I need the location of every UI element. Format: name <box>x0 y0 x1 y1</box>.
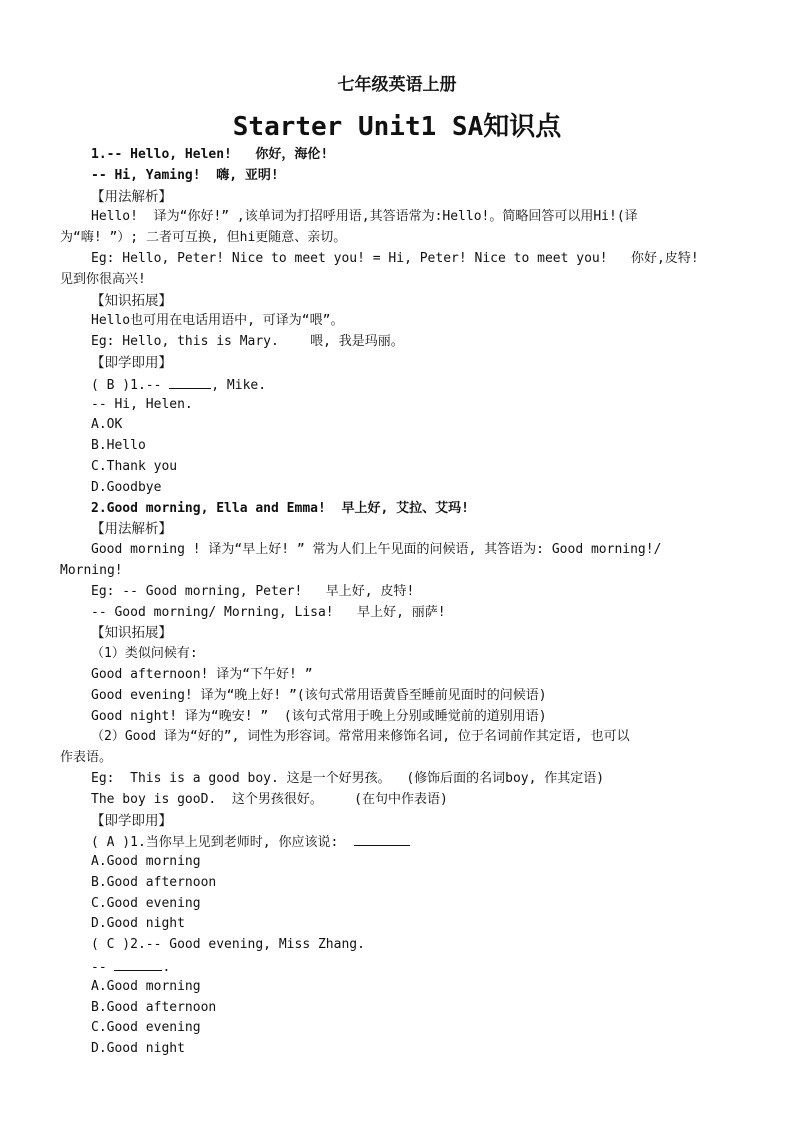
example-line: 见到你很高兴! <box>60 271 146 287</box>
paragraph-line: Good night! 译为“晚安! ” (该句式常用于晚上分别或睡觉前的道别用语) <box>91 708 547 724</box>
section-1-reply: -- Hi, Yaming! 嗨, 亚明! <box>91 167 279 183</box>
question-line <box>60 831 740 852</box>
example-line: Eg: Hello, this is Mary. 喂, 我是玛丽。 <box>91 334 404 350</box>
extension-label: 【知识拓展】 <box>91 625 172 642</box>
question-suffix: , Mike. <box>211 377 267 393</box>
option-item: B.Good afternoon <box>91 874 217 890</box>
option-item: C.Good evening <box>91 895 201 911</box>
example-line: -- Good morning/ Morning, Lisa! 早上好, 丽萨! <box>91 604 446 620</box>
option-item: D.Good night <box>91 1041 185 1057</box>
option-item: D.Good night <box>91 916 185 932</box>
example-line: Eg: -- Good morning, Peter! 早上好, 皮特! <box>91 583 415 599</box>
paragraph-line: 为“嗨! ”）; 二者可互换, 但hi更随意、亲切。 <box>60 230 347 246</box>
paragraph-line: Good afternoon! 译为“下午好! ” <box>91 666 313 682</box>
answer-blank <box>169 374 211 389</box>
paragraph-line: 作表语。 <box>60 750 113 766</box>
option-item: A.OK <box>91 417 123 433</box>
practice-label: 【即学即用】 <box>91 354 172 371</box>
paragraph-line: Hello! 译为“你好!” ,该单词为打招呼用语,其答语常为:Hello!。简略回答可以用Hi!(译 <box>91 209 638 225</box>
question-line: ( C )2.-- Good evening, Miss Zhang. <box>91 937 365 953</box>
question-text: ( A )1.当你早上见到老师时, 你应该说: <box>91 835 354 851</box>
extension-label: 【知识拓展】 <box>91 292 172 309</box>
option-item: C.Good evening <box>91 1020 201 1036</box>
option-item: C.Thank you <box>91 458 178 474</box>
document-title: Starter Unit1 SA知识点 <box>232 112 562 142</box>
paragraph-line: （1）类似问候有: <box>91 646 198 662</box>
document-body <box>60 145 740 1060</box>
answer-blank <box>114 956 162 971</box>
document-subtitle: 七年级英语上册 <box>337 75 457 95</box>
answer-blank <box>354 831 410 846</box>
section-2-heading: 2.Good morning, Ella and Emma! 早上好, 艾拉、艾玛! <box>91 500 469 516</box>
paragraph-line: Good evening! 译为“晚上好! ”(该句式常用语黄昏至睡前见面时的问候语) <box>91 687 547 703</box>
paragraph-line: （2）Good 译为“好的”, 词性为形容词。常常用来修饰名词, 位于名词前作其定语, 也可以 <box>91 729 630 745</box>
example-line: The boy is gooD. 这个男孩很好。 (在句中作表语) <box>91 791 448 807</box>
question-reply <box>60 956 740 977</box>
option-item: B.Good afternoon <box>91 999 217 1015</box>
paragraph-line: Morning! <box>60 562 123 578</box>
option-item: A.Good morning <box>91 854 201 870</box>
option-item: A.Good morning <box>91 978 201 994</box>
reply-suffix: . <box>162 960 171 976</box>
example-line: Eg: This is a good boy. 这是一个好男孩。 (修饰后面的名词boy, 作其定语) <box>91 770 605 786</box>
usage-label: 【用法解析】 <box>91 188 172 205</box>
section-1-heading: 1.-- Hello, Helen! 你好，海伦! <box>91 147 329 162</box>
practice-label: 【即学即用】 <box>91 812 172 829</box>
example-line: Eg: Hello, Peter! Nice to meet you! = Hi, Peter! Nice to meet you! 你好,皮特! <box>91 250 699 266</box>
option-item: D.Goodbye <box>91 479 162 495</box>
reply-prefix: -- <box>91 960 115 976</box>
question-line <box>60 374 740 395</box>
paragraph-line: Good morning ! 译为“早上好! ” 常为人们上午见面的问候语, 其答语为: Good morning!/ <box>91 542 662 558</box>
question-prefix: ( B )1.-- <box>91 377 170 393</box>
option-item: B.Hello <box>91 438 146 454</box>
usage-label: 【用法解析】 <box>91 521 172 538</box>
paragraph-line: Hello也可用在电话用语中, 可译为“喂”。 <box>91 313 344 329</box>
question-reply: -- Hi, Helen. <box>91 396 193 412</box>
